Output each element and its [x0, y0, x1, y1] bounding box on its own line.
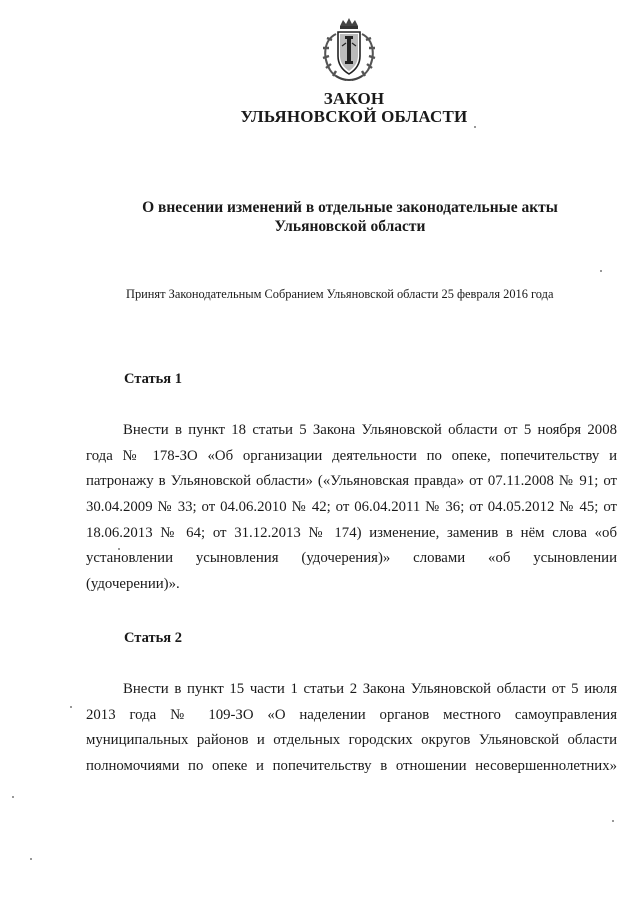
- article-1-line: патронажу в Ульяновской области» («Ульяновская правда» от 07.11.2008 № 91; от: [86, 473, 617, 490]
- article-1-line: Внести в пункт 18 статьи 5 Закона Ульяновской области от 5 ноября 2008: [123, 422, 617, 438]
- scan-speck: [118, 548, 120, 550]
- article-1-line: (удочерении)».: [86, 576, 180, 593]
- article-1-line: года № 178-ЗО «Об организации деятельности по опеке, попечительству и: [86, 447, 617, 464]
- scan-speck: [12, 796, 14, 798]
- law-subject-line2: Ульяновской области: [274, 218, 426, 235]
- article-2-text: [86, 677, 617, 780]
- adoption-note: Принят Законодательным Собранием Ульяновской области 25 февраля 2016 года: [126, 287, 554, 301]
- scan-speck: [612, 820, 614, 822]
- coat-of-arms-icon: [318, 16, 380, 84]
- scan-speck: [70, 706, 72, 708]
- scan-speck: [600, 270, 602, 272]
- article-2-line: полномочиями по опеке и попечительству в отношении несовершеннолетних»: [86, 758, 617, 775]
- article-1-line: 18.06.2013 № 64; от 31.12.2013 № 174) изменение, заменив в нём слова «об: [86, 524, 617, 541]
- scan-speck: [474, 126, 476, 128]
- article-1-line: 30.04.2009 № 33; от 04.06.2010 № 42; от 06.04.2011 № 36; от 04.05.2012 № 45; от: [86, 499, 617, 516]
- article-2-line: Внести в пункт 15 части 1 статьи 2 Закона Ульяновской области от 5 июля: [123, 681, 617, 697]
- scan-speck: [30, 858, 32, 860]
- article-1-text: [86, 418, 617, 598]
- article-1-line: установлении усыновления (удочерения)» словами «об усыновлении: [86, 550, 617, 567]
- article-2-line: 2013 года № 109-ЗО «О наделении органов местного самоуправления: [86, 706, 617, 723]
- article-1-heading: Статья 1: [124, 371, 182, 387]
- law-title-line1: ЗАКОН: [323, 89, 385, 108]
- article-2-heading: Статья 2: [124, 630, 182, 646]
- law-title-line2: УЛЬЯНОВСКОЙ ОБЛАСТИ: [240, 107, 468, 126]
- law-subject-line1: О внесении изменений в отдельные законодательные акты: [142, 199, 558, 216]
- article-2-line: муниципальных районов и отдельных городских округов Ульяновской области: [86, 732, 617, 749]
